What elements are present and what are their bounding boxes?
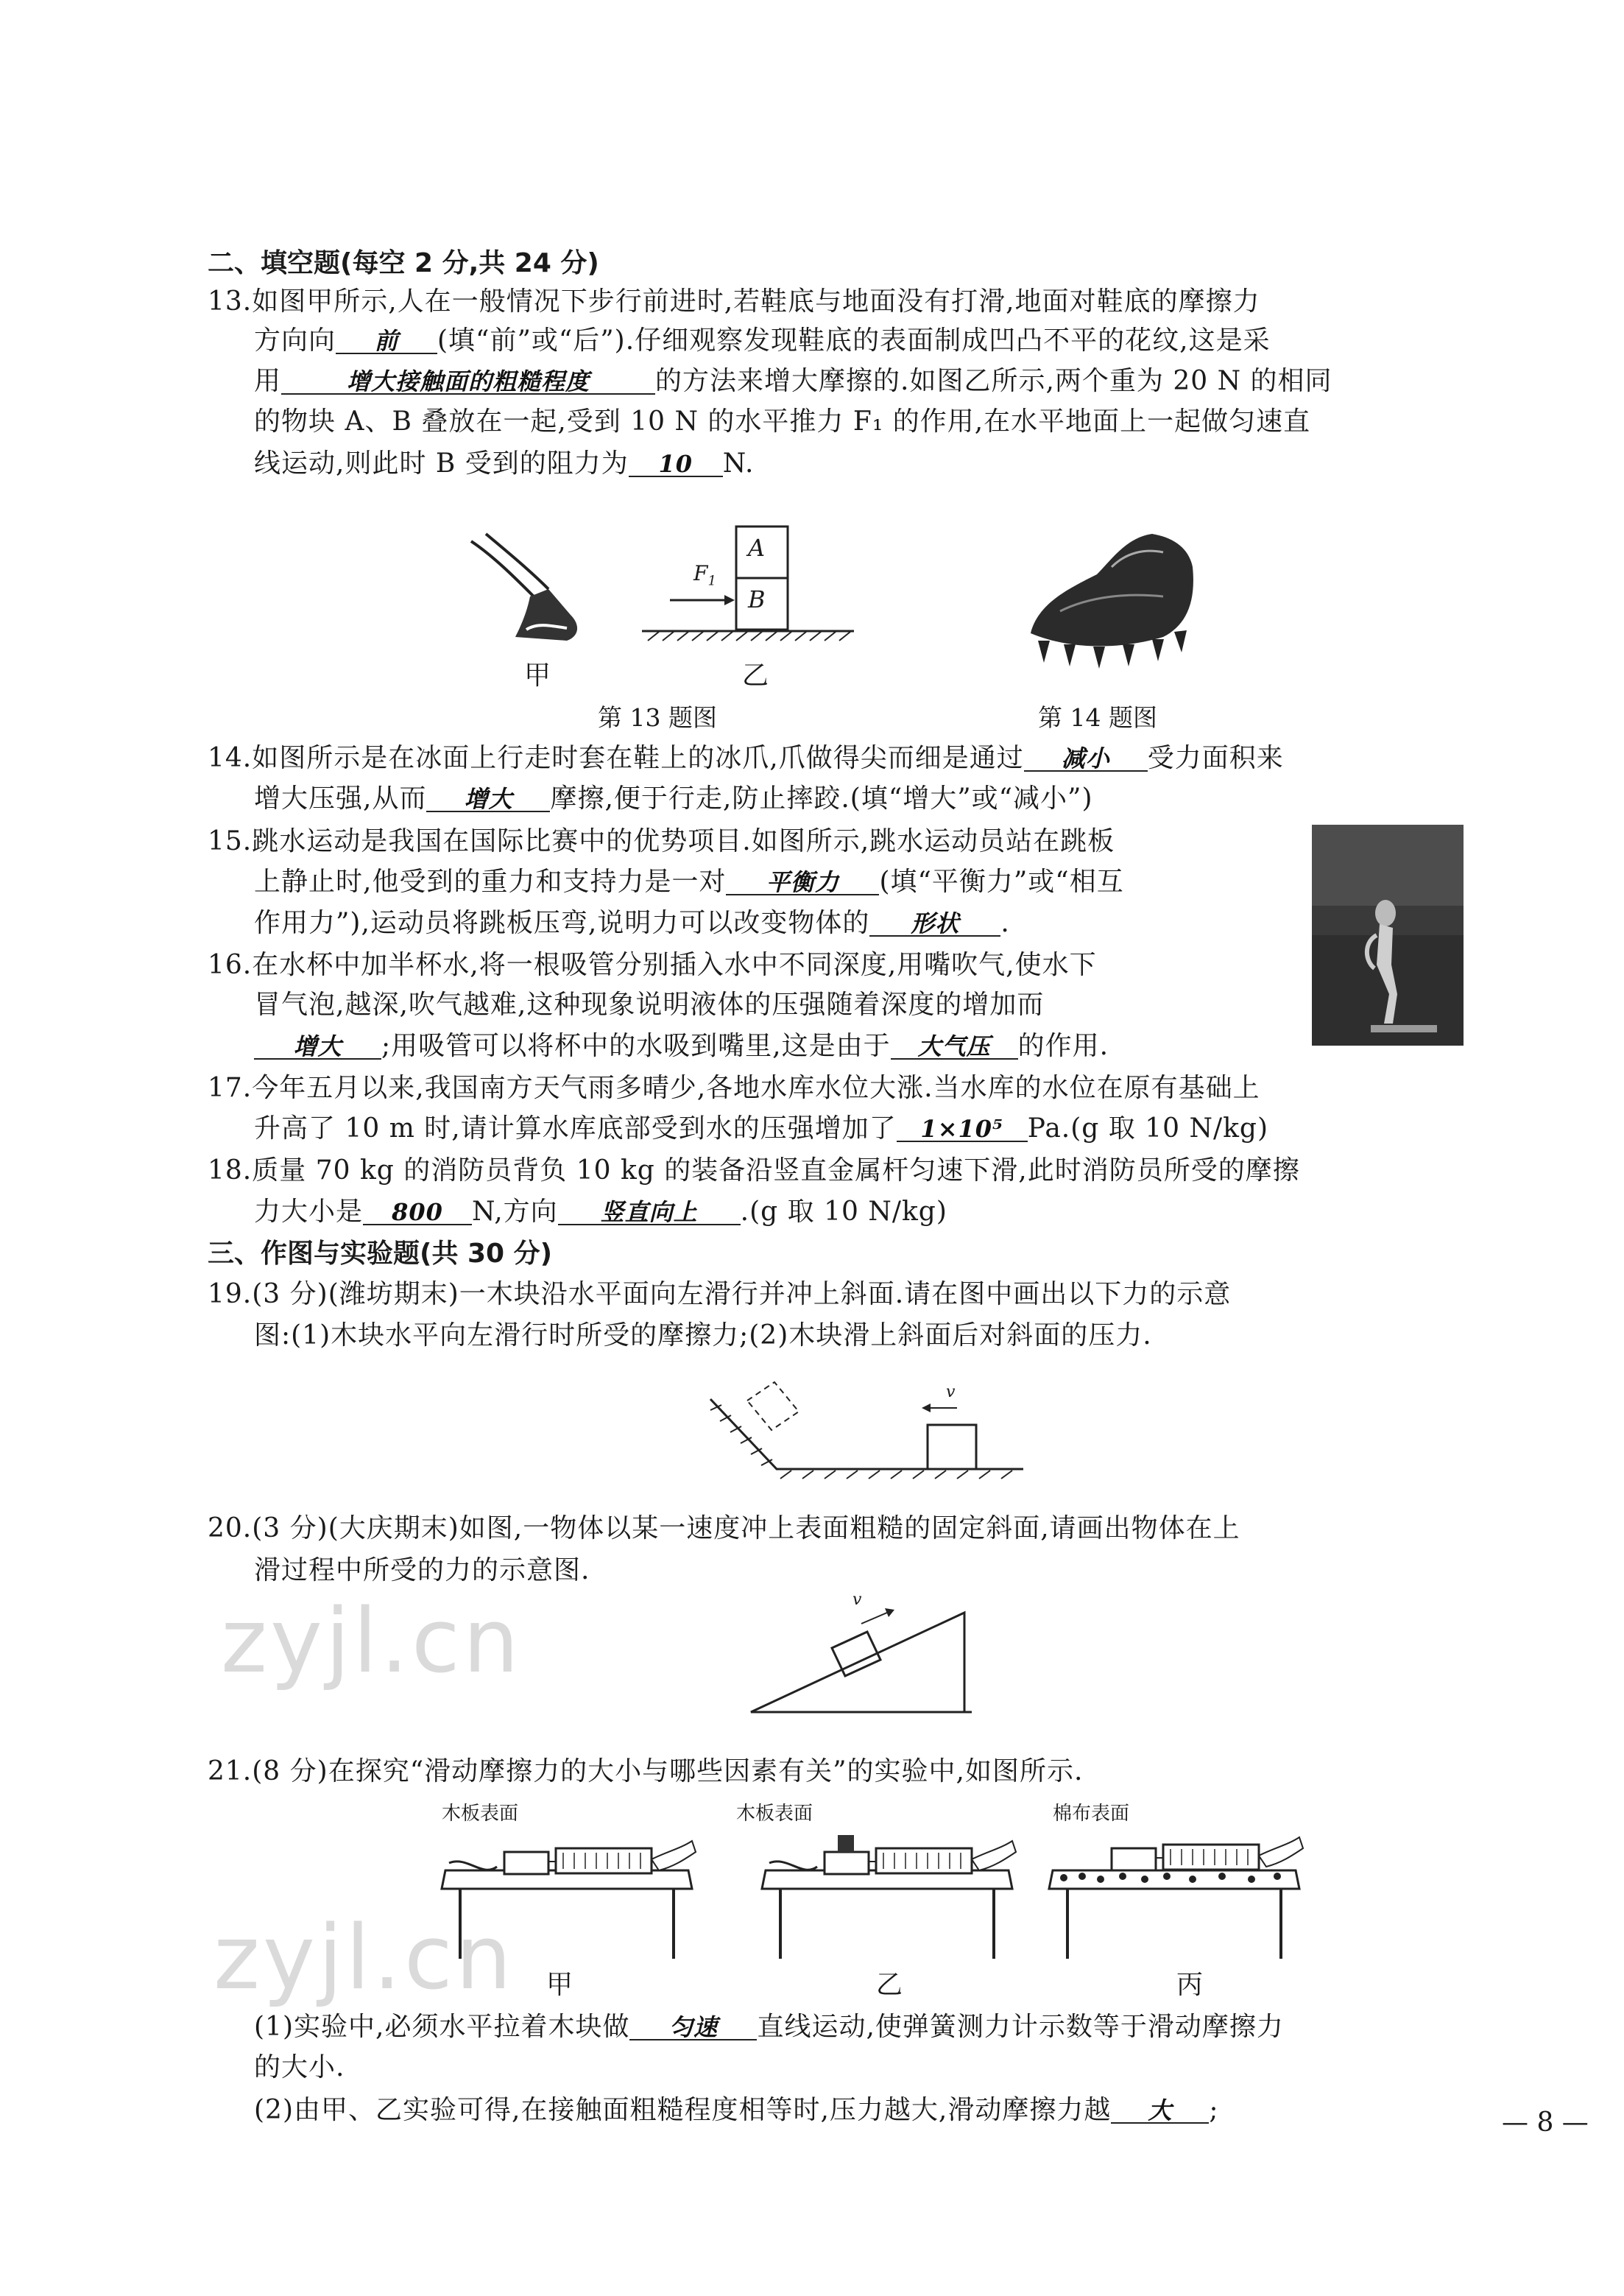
q13-answer-1: 前 — [336, 329, 437, 354]
rough-incline-figure — [744, 1583, 986, 1723]
experiment-panel-3 — [1045, 1826, 1318, 1966]
q20-line2: 滑过程中所受的力的示意图. — [254, 1555, 590, 1585]
crampon-shoe-figure — [1016, 523, 1207, 670]
q17-line2: 升高了 10 m 时,请计算水库底部受到水的压强增加了 1×10⁵ Pa.(g 取 10 N/kg) — [254, 1113, 1269, 1144]
q19-line1: 19.(3 分)(潍坊期末)一木块沿水平面向左滑行并冲上斜面.请在图中画出以下力的示意 — [208, 1279, 1232, 1309]
q16-answer-1: 增大 — [254, 1035, 381, 1060]
q21-panel-3-surface-label: 棉布表面 — [1053, 1803, 1130, 1825]
q13-line2: 方向向 前 (填“前”或“后”).仔细观察发现鞋底的表面制成凹凸不平的花纹,这是采 — [254, 325, 1271, 356]
q18-line1: 18.质量 70 kg 的消防员背负 10 kg 的装备沿竖直金属杆匀速下滑,此时消防员所受的摩擦 — [208, 1155, 1300, 1186]
walking-shoe-figure — [456, 527, 604, 652]
q21-panel-2-surface-label: 木板表面 — [736, 1803, 813, 1825]
q21-part1-line1: (1)实验中,必须水平拉着木块做 匀速 直线运动,使弹簧测力计示数等于滑动摩擦力 — [254, 2012, 1284, 2042]
experiment-panel-2 — [758, 1826, 1023, 1966]
q13-answer-3: 10 — [629, 452, 723, 477]
q19-velocity-label: v — [946, 1383, 956, 1401]
block-a-label: A — [748, 534, 766, 562]
q21-answer-2: 大 — [1111, 2099, 1209, 2124]
fig13-label-jia: 甲 — [524, 661, 551, 691]
q21-panel-label-yi: 乙 — [876, 1970, 903, 2000]
q21-panel-1-surface-label: 木板表面 — [442, 1803, 519, 1825]
q13-line4: 的物块 A、B 叠放在一起,受到 10 N 的水平推力 F₁ 的作用,在水平地面上一起做匀速直 — [254, 406, 1311, 437]
q16-line1: 16.在水杯中加半杯水,将一根吸管分别插入水中不同深度,用嘴吹气,使水下 — [208, 950, 1097, 980]
page-number: — 8 — — [1502, 2107, 1589, 2138]
section-2-heading: 二、填空题(每空 2 分,共 24 分) — [208, 248, 599, 278]
q13-line1: 13.如图甲所示,人在一般情况下步行前进时,若鞋底与地面没有打滑,地面对鞋底的摩擦力 — [208, 286, 1260, 317]
section-3-heading: 三、作图与实验题(共 30 分) — [208, 1239, 553, 1269]
q21-part1-line2: 的大小. — [254, 2052, 345, 2082]
q13-line3: 用 增大接触面的粗糙程度 的方法来增大摩擦的.如图乙所示,两个重为 20 N 的相同 — [254, 366, 1332, 396]
q21-part2-line1: (2)由甲、乙实验可得,在接触面粗糙程度相等时,压力越大,滑动摩擦力越 大 ; — [254, 2095, 1219, 2125]
block-b-label: B — [748, 585, 766, 613]
q19-line2: 图:(1)木块水平向左滑行时所受的摩擦力;(2)木块滑上斜面后对斜面的压力. — [254, 1320, 1152, 1351]
q20-line1: 20.(3 分)(大庆期末)如图,一物体以某一速度冲上表面粗糙的固定斜面,请画出物体在上 — [208, 1513, 1240, 1543]
q13-answer-2: 增大接触面的粗糙程度 — [281, 370, 655, 395]
fig13-label-yi: 乙 — [742, 661, 769, 691]
force-f1-label: $F_1$ — [693, 561, 716, 589]
q13-line5: 线运动,则此时 B 受到的阻力为 10 N. — [254, 448, 755, 479]
q16-line2: 冒气泡,越深,吹气越难,这种现象说明液体的压强随着深度的增加而 — [254, 990, 1045, 1020]
q15-answer-2: 形状 — [869, 912, 1000, 937]
fig14-caption: 第 14 题图 — [1038, 703, 1157, 732]
diver-photo — [1312, 825, 1464, 1046]
q20-velocity-label: v — [852, 1591, 862, 1609]
q15-answer-1: 平衡力 — [726, 870, 879, 895]
q14-line2: 增大压强,从而 增大 摩擦,便于行走,防止摔跤.(填“增大”或“减小”) — [254, 783, 1093, 814]
watermark-1: zyjl.cn — [221, 1591, 522, 1693]
q21-panel-label-jia: 甲 — [546, 1970, 573, 2000]
experiment-panel-1 — [438, 1826, 703, 1966]
q14-line1: 14.如图所示是在冰面上行走时套在鞋上的冰爪,爪做得尖而细是通过 减小 受力面积来 — [208, 743, 1284, 773]
q21-line1: 21.(8 分)在探究“滑动摩擦力的大小与哪些因素有关”的实验中,如图所示. — [208, 1756, 1084, 1786]
fig13-caption: 第 13 题图 — [598, 703, 717, 732]
q15-line3: 作用力”),运动员将跳板压弯,说明力可以改变物体的 形状 . — [254, 908, 1010, 938]
q15-line2: 上静止时,他受到的重力和支持力是一对 平衡力 (填“平衡力”或“相互 — [254, 867, 1124, 897]
q16-line3: 增大 ;用吸管可以将杯中的水吸到嘴里,这是由于 大气压 的作用. — [254, 1033, 1109, 1060]
q16-answer-2: 大气压 — [891, 1035, 1018, 1060]
q21-panel-label-bing: 丙 — [1176, 1970, 1204, 2000]
watermark-2: zyjl.cn — [213, 1907, 515, 2010]
q17-line1: 17.今年五月以来,我国南方天气雨多晴少,各地水库水位大涨.当水库的水位在原有基础上 — [208, 1073, 1260, 1103]
q18-answer-1: 800 — [363, 1200, 472, 1225]
q14-answer-1: 减小 — [1024, 747, 1148, 772]
q14-answer-2: 增大 — [426, 787, 550, 812]
q18-line2: 力大小是 800 N,方向 竖直向上 .(g 取 10 N/kg) — [254, 1197, 947, 1227]
q18-answer-2: 竖直向上 — [558, 1200, 741, 1225]
q21-answer-1: 匀速 — [629, 2015, 757, 2040]
q17-answer-1: 1×10⁵ — [897, 1117, 1028, 1142]
q15-line1: 15.跳水运动是我国在国际比赛中的优势项目.如图所示,跳水运动员站在跳板 — [208, 826, 1115, 856]
incline-block-figure — [707, 1370, 1031, 1510]
